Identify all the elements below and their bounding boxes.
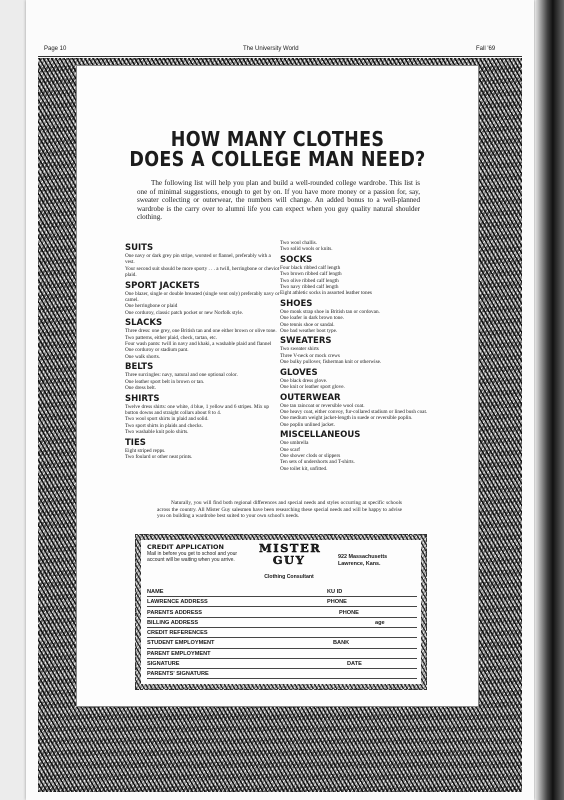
section-socks: [280, 255, 430, 297]
list-item: Ten sets of undershorts and T-shirts.: [280, 459, 355, 466]
field-label: PARENTS ADDRESS: [147, 609, 203, 616]
field-billing-address[interactable]: [147, 619, 417, 628]
advertisement-panel: [76, 65, 479, 707]
left-column: [125, 241, 280, 460]
list-item: One black dress glove.: [280, 377, 328, 384]
list-item: Four black ribbed calf length: [280, 264, 341, 271]
list-item: One monk strap shoe in British tan or cordovan.: [280, 308, 380, 315]
coupon-note: Mail in before you get to school and your account will be waiting when you arrive.: [147, 551, 238, 564]
issue-date: Fall '69: [476, 46, 496, 52]
field-parent-employment[interactable]: [147, 650, 417, 659]
section-heading: BELTS: [125, 362, 154, 373]
list-item: Three dress: one grey, one British tan and one either brown or olive tone.: [125, 328, 277, 335]
headline-line-1: HOW MANY CLOTHES: [170, 128, 385, 152]
coupon-form: [141, 540, 421, 684]
list-item: Three V-neck or mock crews: [280, 352, 340, 359]
list-item: One corduroy, classic patch pocket or new Norfolk style.: [125, 309, 244, 316]
logo-line-1: MISTER: [259, 541, 322, 555]
list-item: Three surcingles: navy, natural and one optional color.: [125, 372, 238, 379]
field-label: SIGNATURE: [147, 660, 180, 667]
adjacent-page-edge: [536, 0, 564, 800]
section-heading: SOCKS: [280, 254, 313, 265]
list-item: Two washable knit polo shirts.: [125, 429, 189, 436]
section-heading: OUTERWEAR: [280, 392, 341, 403]
section-heading: MISCELLANEOUS: [280, 430, 361, 441]
list-item: Four wash pants: twill in navy and khaki, a washable plaid and flannel: [125, 341, 272, 348]
list-item: Eight athletic socks in assorted leather tones: [280, 290, 372, 297]
section-heading: SHOES: [280, 298, 313, 309]
field-label-right: age: [375, 619, 385, 626]
list-item: One medium weight jacket-length in suede or reversible poplin.: [280, 415, 413, 422]
field-label-right: BANK: [333, 640, 350, 647]
list-item: Your second suit should be more sporty . . . a twill, herringbone or cheviot plaid.: [125, 265, 280, 279]
field-label: STUDENT EMPLOYMENT: [147, 640, 215, 647]
section-slacks: [125, 318, 280, 360]
section-shirts: [125, 394, 280, 436]
publication-name: The University World: [243, 46, 299, 52]
section-gloves: [280, 368, 430, 391]
list-item: One bulky pullover, fisherman knit or otherwise.: [280, 359, 382, 366]
list-item: One navy or dark grey pin stripe, worsted or flannel, preferably with a vest.: [125, 253, 271, 266]
field-label: CREDIT REFERENCES: [147, 630, 208, 637]
section-heading: SWEATERS: [280, 336, 332, 347]
page-number: Page 10: [44, 46, 67, 52]
field-label-right: PHONE: [327, 599, 347, 606]
address-line-2: Lawrence, Kans.: [338, 561, 381, 567]
list-item: One knit or leather sport glove.: [280, 384, 345, 391]
field-name[interactable]: [147, 588, 417, 597]
field-label: PARENT EMPLOYMENT: [147, 650, 211, 657]
list-item: One toilet kit, unfitted.: [280, 465, 328, 472]
logo-line-2: GUY: [272, 553, 306, 567]
field-label: LAWRENCE ADDRESS: [147, 599, 208, 606]
list-item: One shower clods or slippers: [280, 452, 341, 459]
field-label-right: KU ID: [327, 589, 343, 595]
list-item: One bad weather boot type.: [280, 328, 338, 335]
field-credit-references[interactable]: [147, 629, 417, 638]
field-parents-address[interactable]: [147, 609, 417, 618]
list-item: One tennis shoe or sandal.: [280, 321, 335, 328]
section-belts: [125, 362, 280, 391]
section-heading: SUITS: [125, 243, 154, 253]
field-student-employment[interactable]: [147, 639, 417, 648]
list-item: One blazer, single or double breasted (single vent only) preferably navy or camel.: [125, 290, 280, 304]
section-outerwear: [280, 393, 430, 429]
form-fields: [147, 588, 417, 681]
list-item: One heavy coat, either convoy, fur-collared stadium or lined bush coat.: [280, 408, 428, 415]
list-item: Two sweater shirts: [280, 346, 319, 353]
list-item: One tan raincoat or reversible wool coat.: [280, 402, 365, 409]
list-item: One loafer in dark brown tone.: [280, 315, 344, 322]
list-item: Two brown ribbed calf length: [280, 271, 342, 278]
list-item: One herringbone or plaid: [125, 303, 178, 310]
section-ties-continued: [280, 240, 430, 253]
list-item: Two wool challis.: [280, 240, 317, 246]
section-heading: SPORT JACKETS: [125, 280, 200, 291]
field-label: NAME: [147, 589, 164, 595]
list-item: Two navy ribbed calf length: [280, 284, 339, 291]
list-item: One walk shorts.: [125, 353, 161, 360]
coupon-title: CREDIT APPLICATION: [147, 543, 224, 551]
intro-paragraph: The following list will help you plan and build a well-rounded college wardrobe. This list is one of minimal suggestions, enough to get by on. If you have more money or a passion for, say, sweater collecting or outerwear, the numbers will change. An added bonus to a well-planned wardrobe is the carry over to alumni life you can expect when you guy quality natural shoulder clothing.: [137, 179, 420, 222]
address-line-1: 922 Massachusetts: [338, 554, 388, 560]
field-lawrence-address[interactable]: [147, 598, 417, 607]
section-heading: TIES: [125, 437, 146, 448]
section-suits: [125, 243, 280, 279]
list-item: One leather sport belt in brown or tan.: [125, 378, 205, 385]
list-item: One corduroy or stadium pant.: [125, 347, 189, 354]
section-heading: SHIRTS: [125, 393, 160, 404]
list-item: Two sport shirts in plaids and checks.: [125, 422, 203, 429]
field-label-right: PHONE: [339, 609, 359, 616]
list-item: One umbrella: [280, 440, 309, 447]
field-signature[interactable]: [147, 660, 417, 669]
right-column: [280, 240, 430, 472]
list-item: Two wool sport shirts in plaid and solid.: [125, 416, 209, 423]
list-item: Eight striped repps.: [125, 447, 166, 454]
section-heading: GLOVES: [280, 367, 318, 378]
closing-paragraph: Naturally, you will find both regional differences and special needs and styles occurring at specific schools across the country. All Mister Guy salesmen have been researching these special needs and will be happy to advise you on building a wardrobe best suited to your own school's needs.: [157, 500, 402, 520]
list-item: Twelve dress shirts: one white, 4 blue, 1 yellow and 6 stripes. Mix up button downs and straight collars about 8 to 4.: [125, 403, 270, 416]
section-sport-jackets: [125, 281, 280, 317]
list-item: Two foulard or other neat prints.: [125, 453, 193, 460]
field-label-right: DATE: [347, 660, 362, 667]
page-header: [38, 44, 522, 57]
headline-line-2: DOES A COLLEGE MAN NEED?: [129, 148, 426, 172]
list-item: Two olive ribbed calf length: [280, 277, 339, 284]
credit-application-coupon: [135, 534, 427, 690]
list-item: One poplin unlined jacket.: [280, 421, 336, 428]
section-sweaters: [280, 336, 430, 365]
field-parents-signature[interactable]: [147, 670, 417, 679]
logo-subtitle: Clothing Consultant: [264, 574, 314, 580]
section-shoes: [280, 299, 430, 335]
section-ties: [125, 438, 280, 461]
mister-guy-logo: [259, 541, 322, 570]
list-item: One scarf: [280, 446, 301, 453]
section-heading: SLACKS: [125, 318, 163, 329]
store-address: [338, 554, 414, 568]
field-label: PARENTS' SIGNATURE: [147, 671, 209, 678]
field-label: BILLING ADDRESS: [147, 619, 199, 626]
list-item: One dress belt.: [125, 385, 156, 392]
section-miscellaneous: [280, 430, 430, 472]
list-item: Two patterns, either plaid, check, tartan, etc.: [125, 334, 217, 341]
list-item: Two solid wools or knits.: [280, 246, 333, 253]
